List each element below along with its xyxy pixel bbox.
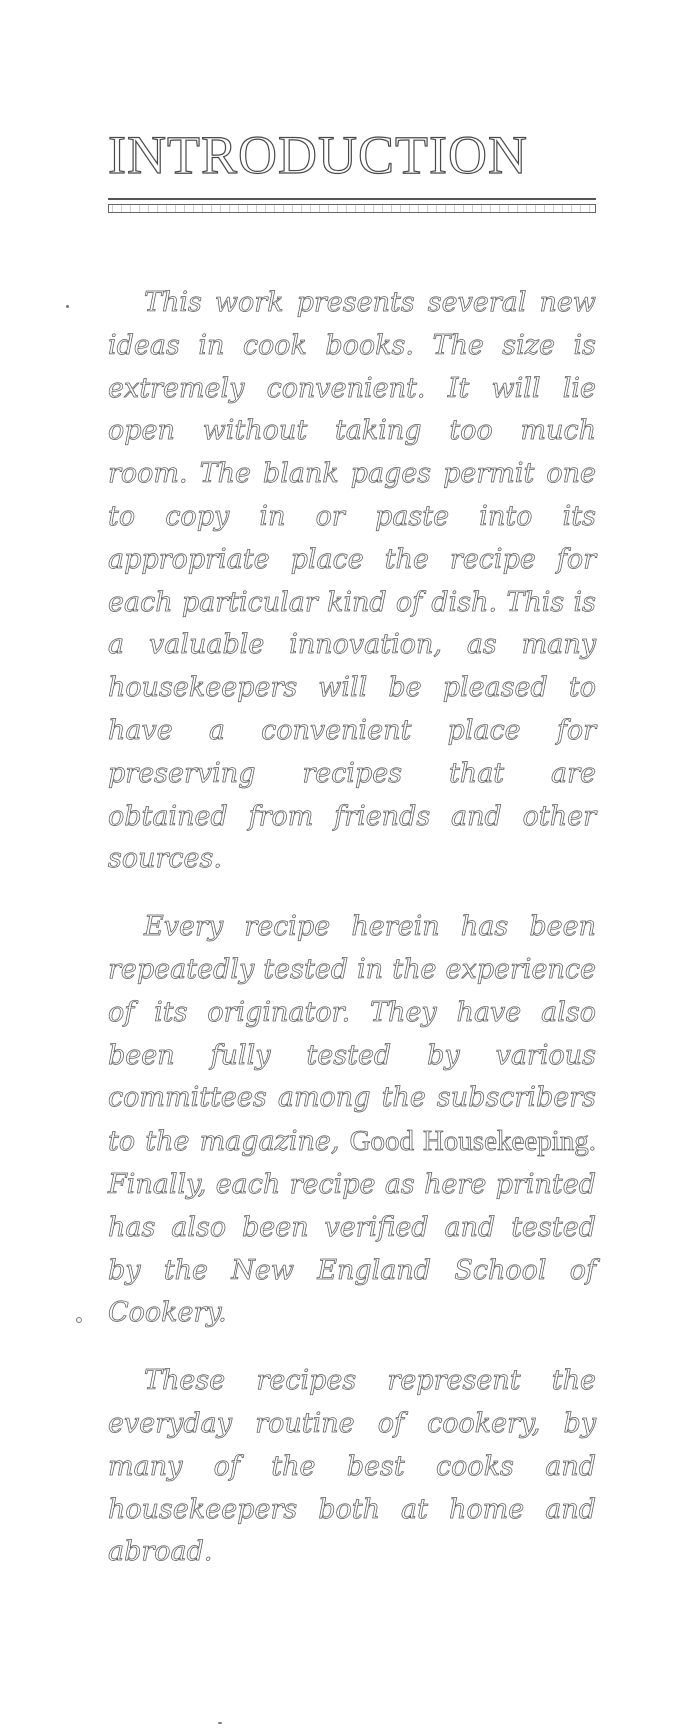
title-rule-thin-line bbox=[108, 198, 596, 200]
paragraph-1 bbox=[108, 282, 596, 881]
introduction-body bbox=[108, 282, 596, 1574]
title-rule-decorative-bar bbox=[108, 204, 596, 213]
title-rule bbox=[108, 198, 596, 213]
paragraph-2 bbox=[108, 906, 596, 1335]
paragraph-3-text: These recipes represent the everyday routine of cookery, by many of the best cooks and housekeepers both at home and abroad. bbox=[108, 1365, 596, 1568]
paragraph-2-text-a: Every recipe herein has been repeatedly tested in the experience of its originator. They have also been fully tested by various committees among the subscribers to the magazine, bbox=[108, 911, 596, 1158]
magazine-name: Good Housekeeping. bbox=[349, 1125, 596, 1158]
scan-speck bbox=[218, 1722, 222, 1724]
paragraph-2-text-b: Finally, each recipe as here printed has also been verified and tested by the New England School of Cookery. bbox=[108, 1168, 596, 1329]
page-title: INTRODUCTION bbox=[108, 125, 528, 185]
scan-speck bbox=[76, 1317, 82, 1323]
paragraph-1-text: This work presents several new ideas in cook books. The size is extremely convenient. It will lie open without taking too much room. The blank pages permit one to copy in or paste into its appropriate place the recipe for each particular kind of dish. This is a valuable innovation, as many housekeepers will be pleased to have a convenient place for preserving recipes that are obtained from friends and other sources. bbox=[108, 287, 596, 875]
paragraph-3 bbox=[108, 1360, 596, 1574]
scan-speck bbox=[66, 305, 69, 308]
